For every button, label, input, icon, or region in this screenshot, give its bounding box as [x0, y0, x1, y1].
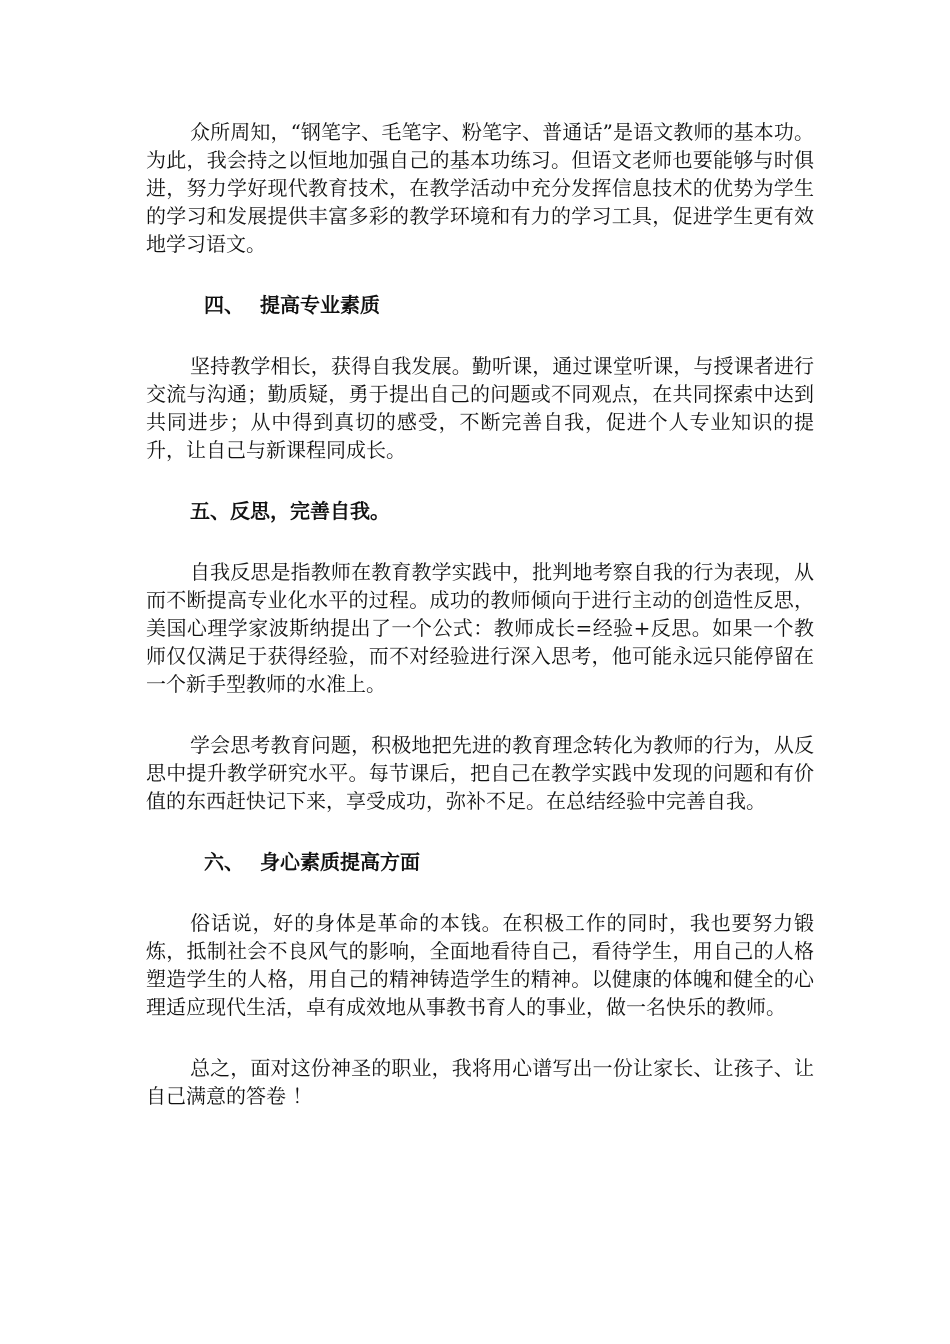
paragraph-basic-skills: 众所周知，“钢笔字、毛笔字、粉笔字、普通话”是语文教师的基本功。为此，我会持之以恒地加强自己的基本功练习。但语文老师也要能够与时俱进，努力学好现代教育技术，在教学活动中充分发挥信息技术的优势为学生的学习和发展提供丰富多彩的教学环境和有力的学习工具，促进学生更有效地学习语文。: [146, 120, 814, 256]
section-heading-6: [146, 848, 814, 876]
paragraph-conclusion: 总之，面对这份神圣的职业，我将用心谱写出一份让家长、让孩子、让自己满意的答卷 ！: [146, 1056, 814, 1108]
paragraph-physical-mental: 俗话说，好的身体是革命的本钱。在积极工作的同时，我也要努力锻炼，抵制社会不良风气的影响，全面地看待自己，看待学生，用自己的人格塑造学生的人格，用自己的精神铸造学生的精神。以健康的体魄和健全的心理适应现代生活，卓有成效地从事教书育人的事业，做一名快乐的教师。: [146, 911, 814, 1019]
paragraph-self-reflection: 自我反思是指教师在教育教学实践中，批判地考察自我的行为表现，从而不断提高专业化水平的过程。成功的教师倾向于进行主动的创造性反思，美国心理学家波斯纳提出了一个公式：教师成长=经验+反思。如果一个教师仅仅满足于获得经验，而不对经验进行深入思考，他可能永远只能停留在一个新手型教师的水准上。: [146, 560, 814, 696]
paragraph-professional-quality: 坚持教学相长，获得自我发展。勤听课，通过课堂听课，与授课者进行交流与沟通；勤质疑，勇于提出自己的问题或不同观点，在共同探索中达到共同进步；从中得到真切的感受，不断完善自我，促进个人专业知识的提升，让自己与新课程同成长。: [146, 354, 814, 462]
paragraph-thinking-problems: 学会思考教育问题，积极地把先进的教育理念转化为教师的行为，从反思中提升教学研究水平。每节课后，把自己在教学实践中发现的问题和有价值的东西赶快记下来，享受成功，弥补不足。在总结经验中完善自我。: [146, 733, 814, 813]
section-title: 反思，完善自我。: [230, 499, 390, 523]
section-heading-5: [146, 497, 814, 525]
section-heading-4: [146, 291, 814, 319]
document-body: [146, 118, 814, 1143]
section-title: 身心素质提高方面: [260, 850, 420, 874]
section-number: 四、: [204, 293, 244, 317]
section-number: 五、: [190, 499, 230, 523]
section-title: 提高专业素质: [260, 293, 380, 317]
section-number: 六、: [204, 850, 244, 874]
